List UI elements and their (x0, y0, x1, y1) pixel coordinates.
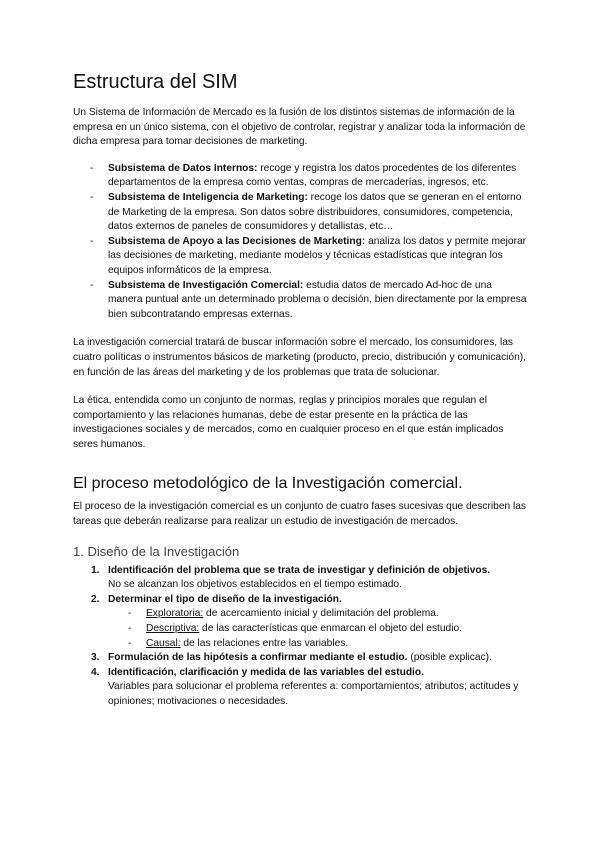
list-item: - Exploratoria: de acercamiento inicial y delimitación del problema. (128, 607, 528, 622)
list-item: 1. Identificación del problema que se trata de investigar y definición de objetivos. No se alcanzan los objetivos establecidos en el tiempo estimado. (91, 564, 491, 591)
sim-intro-paragraph: Un Sistema de Información de Mercado es la fusión de los distintos sistemas de información de la empresa en un único sistema, con el objetivo de controlar, registrar y analizar toda la información de dicha empresa para tomar decisiones de marketing. (73, 107, 526, 148)
design-types-list (108, 607, 528, 651)
list-item: 2. Determinar el tipo de diseño de la investigación. - Exploratoria: de acercamiento inicial y delimitación del problema. - Descriptiva: de las características que enmarcan el objeto del estudio. - Causal: de las relaciones entre las variables. (73, 593, 528, 651)
section-title-sim: Estructura del SIM (73, 71, 238, 93)
design-steps-list (73, 564, 528, 710)
list-item: 4. Identificación, clarificación y medida de las variables del estudio. Variables para solucionar el problema referentes a: comportamientos; atributos; actitudes y opiniones; motivaciones o necesidades. (91, 666, 519, 707)
list-item: 3. Formulación de las hipótesis a confirmar mediante el estudio. (posible explicac). (91, 652, 492, 664)
process-intro-paragraph: El proceso de la investigación comercial es un conjunto de cuatro fases sucesivas que describen las tareas que deberán realizarse para realizar un estudio de investigación de mercados. (73, 501, 527, 528)
list-item: - Subsistema de Investigación Comercial: estudia datos de mercado Ad-hoc de una manera puntual ante un determinado problema o decisión, bien directamente por la empresa bien subcontratando empresas externas. (90, 279, 528, 323)
ethics-paragraph: La ética, entendida como un conjunto de normas, reglas y principios morales que regulan el comportamiento y las relaciones humanas, debe de estar presente en la práctica de las investigaciones sociales y de mercados, como en cualquier proceso en el que están implicados seres humanos. (73, 395, 504, 450)
list-item: - Causal: de las relaciones entre las variables. (128, 637, 528, 652)
list-item: - Subsistema de Inteligencia de Marketing: recoge los datos que se generan en el entorno de Marketing de la empresa. Son datos sobre distribuidores, consumidores, competencia, datos externos de paneles de consumidores y detallistas, etc… (90, 191, 528, 235)
subsection-title-design: 1. Diseño de la Investigación (73, 543, 240, 559)
list-item: - Subsistema de Apoyo a las Decisiones de Marketing: analiza los datos y permite mejorar las decisiones de marketing, mediante modelos y técnicas estadísticas que integran los equipos informáticos de la empresa. (90, 235, 528, 279)
subsystems-list (73, 162, 528, 323)
section-title-process: El proceso metodológico de la Investigación comercial. (73, 475, 463, 493)
list-item: - Subsistema de Datos Internos: recoge y registra los datos procedentes de los diferentes departamentos de la empresa como ventas, compras de mercaderías, ingresos, etc. (90, 162, 528, 191)
list-item: - Descriptiva: de las características que enmarcan el objeto del estudio. (128, 622, 528, 637)
document-page (73, 70, 528, 710)
commercial-research-paragraph: La investigación comercial tratará de buscar información sobre el mercado, los consumidores, las cuatro políticas o instrumentos básicos de marketing (producto, precio, distribución y comunicación), en función de las áreas del marketing y de los problemas que trata de solucionar. (73, 337, 526, 378)
